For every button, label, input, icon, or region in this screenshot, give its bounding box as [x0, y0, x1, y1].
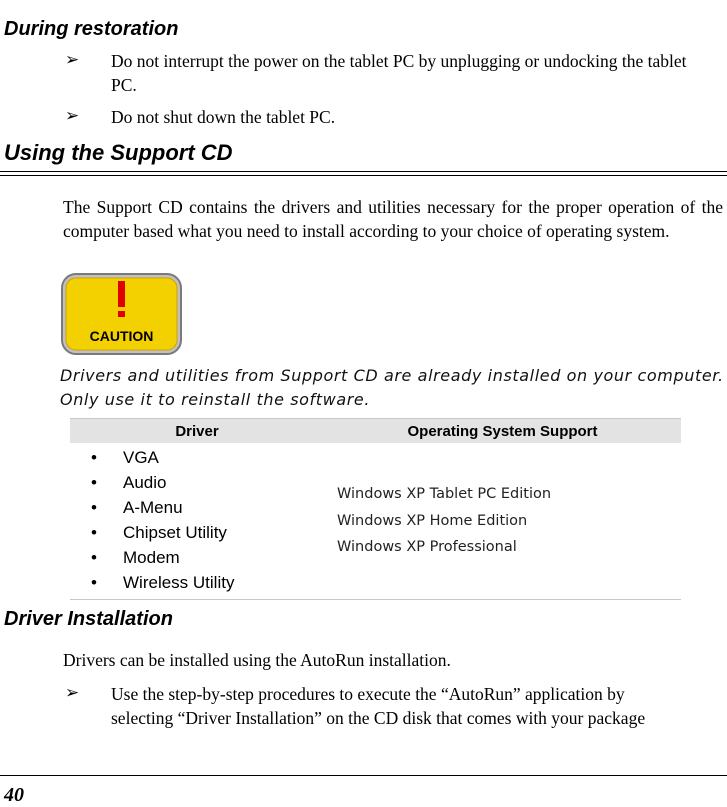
- heading-rule: [0, 171, 727, 172]
- arrow-bullet-icon: ➢: [65, 106, 80, 126]
- driver-item-modem: • Modem: [70, 545, 324, 570]
- caution-note: Drivers and utilities from Support CD are already installed on your computer. Only use it to reinstall the software.: [60, 366, 724, 409]
- section-heading-driver-installation: Driver Installation: [4, 608, 173, 630]
- caution-icon-label: CAUTION: [89, 328, 154, 344]
- table-header-os-support: Operating System Support: [324, 419, 681, 444]
- driver-item-a-menu: • A-Menu: [70, 495, 324, 520]
- section-heading-during-restoration: During restoration: [4, 18, 179, 40]
- driver-installation-intro: Drivers can be installed using the AutoRun installation.: [63, 650, 451, 670]
- arrow-bullet-icon: ➢: [65, 683, 80, 703]
- os-support-cell: [324, 443, 681, 600]
- driver-list-cell: [70, 443, 324, 600]
- driver-item-audio: • Audio: [70, 470, 324, 495]
- os-item-professional: Windows XP Professional: [337, 539, 517, 556]
- page-number: 40: [4, 784, 24, 806]
- driver-list: [70, 445, 324, 595]
- section-heading-support-cd: Using the Support CD: [4, 140, 233, 165]
- caution-icon: [60, 272, 183, 356]
- arrow-bullet-icon: ➢: [65, 50, 80, 70]
- driver-table: [70, 418, 681, 600]
- table-header-driver: Driver: [70, 419, 324, 444]
- driver-item-chipset-utility: • Chipset Utility: [70, 520, 324, 545]
- heading-rule: [0, 175, 727, 176]
- os-item-tablet-pc: Windows XP Tablet PC Edition: [337, 486, 552, 503]
- os-support-list: [324, 481, 681, 561]
- os-item-home: Windows XP Home Edition: [337, 512, 528, 529]
- support-cd-paragraph: The Support CD contains the drivers and utilities necessary for the proper operation of the computer based what you need to install according to your choice of operating system.: [63, 197, 723, 241]
- footer-rule: [0, 775, 727, 776]
- table-row: [70, 443, 681, 600]
- driver-item-vga: • VGA: [70, 445, 324, 470]
- driver-item-wireless-utility: • Wireless Utility: [70, 570, 324, 595]
- restoration-item-1: Do not interrupt the power on the tablet PC by unplugging or undocking the tablet PC.: [111, 51, 687, 95]
- restoration-item-2: Do not shut down the tablet PC.: [111, 107, 336, 127]
- driver-installation-step: Use the step-by-step procedures to execute the “AutoRun” application by selecting “Driver Installation” on the CD disk that comes with your package: [111, 684, 646, 728]
